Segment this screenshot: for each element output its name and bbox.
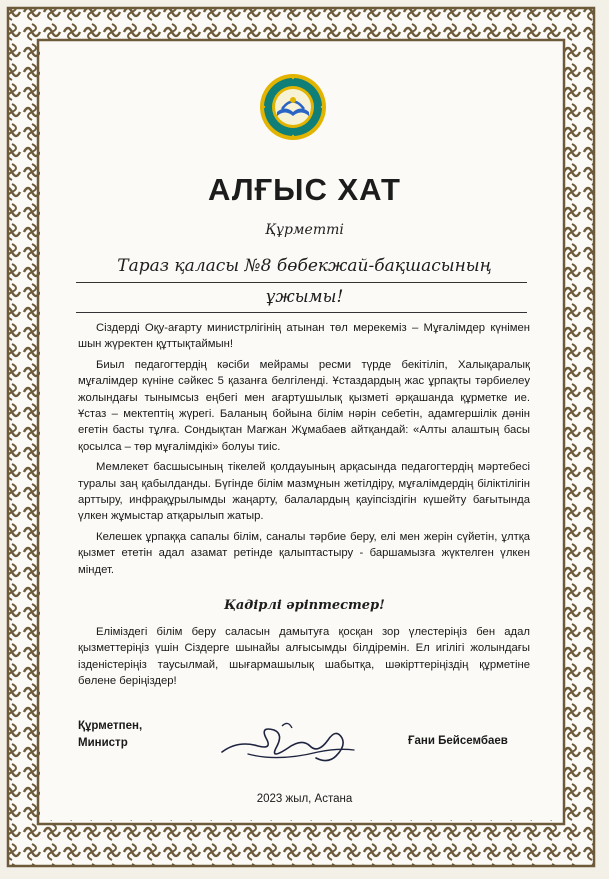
letter-body xyxy=(78,320,530,582)
closing-paragraph xyxy=(78,624,530,690)
body-paragraph: Биыл педагогтердің кәсіби мейрамы ресми түрде бекітіліп, Халықаралық мұғалімдер күніне сәйкес 5 қазанға белгіленді. Ұстаздардың жас ұрпақты тәрбиелеу жолындағы тынымсыз еңбегі мен ағартушылық қызметі әрқашанда құрметке ие. Ұстаз – мектептің жүрегі. Баланың бойына білім нәрін себетін, адамгершілік дәнін егетін басты тұлға. Сондықтан Мағжан Жұмабаев айтқандай: «Алты алаштың басы қосылса – төр мұғалімдікі» болуы тиіс. xyxy=(78,358,530,453)
minister-name: Ғани Бейсембаев xyxy=(408,735,508,747)
body-paragraph: Мемлекет басшысының тікелей қолдауының арқасында педагогтердің мәртебесі туралы заң қабылданды. Бүгінде білім мазмұнын жетілдіру, мұғалімдердің біліктілігін арттыру, инфрақұрылымды жаңарту, балалардың қауіпсіздігін күшейту бағытында үлкен жұмыстар атқарылып жатыр. xyxy=(78,461,530,523)
signoff-block xyxy=(78,718,142,752)
underline-2 xyxy=(76,312,527,313)
recipient-line-2: ұжымы! xyxy=(265,287,344,307)
handwritten-signature xyxy=(218,718,358,768)
body-paragraph: Келешек ұрпаққа сапалы білім, саналы тәрбие беру, елі мен жерін сүйетін, ұлтқа қызмет ететін адал азамат ретінде қалыптастыру - баршамызға жүктелген үлкен міндет. xyxy=(78,530,530,576)
closing-text: Еліміздегі білім беру саласын дамытуға қосқан зор үлестеріңіз бен адал қызметтеріңіз үшін Сіздерге шынайы алғысымды білдіремін. Ел игілігі жолындағы ізденістеріңіз таусылмай, шығармашылық шабытқа, шәкірттеріңіздің құрметіне бөлене беріңіздер! xyxy=(78,626,530,688)
body-paragraph: Сіздерді Оқу-ағарту министрлігінің атынан төл мерекеміз – Мұғалімдер күнімен шын жүректен құттықтаймын! xyxy=(78,322,530,351)
dear-colleagues-heading: Қадірлі әріптестер! xyxy=(224,598,385,613)
underline-1 xyxy=(76,282,527,283)
date-place: 2023 жыл, Астана xyxy=(256,793,353,805)
greeting: Құрметті xyxy=(265,222,344,238)
document-title: АЛҒЫС ХАТ xyxy=(208,172,401,207)
recipient-line-1: Тараз қаласы №8 бөбекжай-бақшасының xyxy=(117,256,492,276)
position-text: Министр xyxy=(78,737,128,749)
ministry-emblem-icon xyxy=(258,72,328,142)
respect-text: Құрметпен, xyxy=(78,720,143,732)
